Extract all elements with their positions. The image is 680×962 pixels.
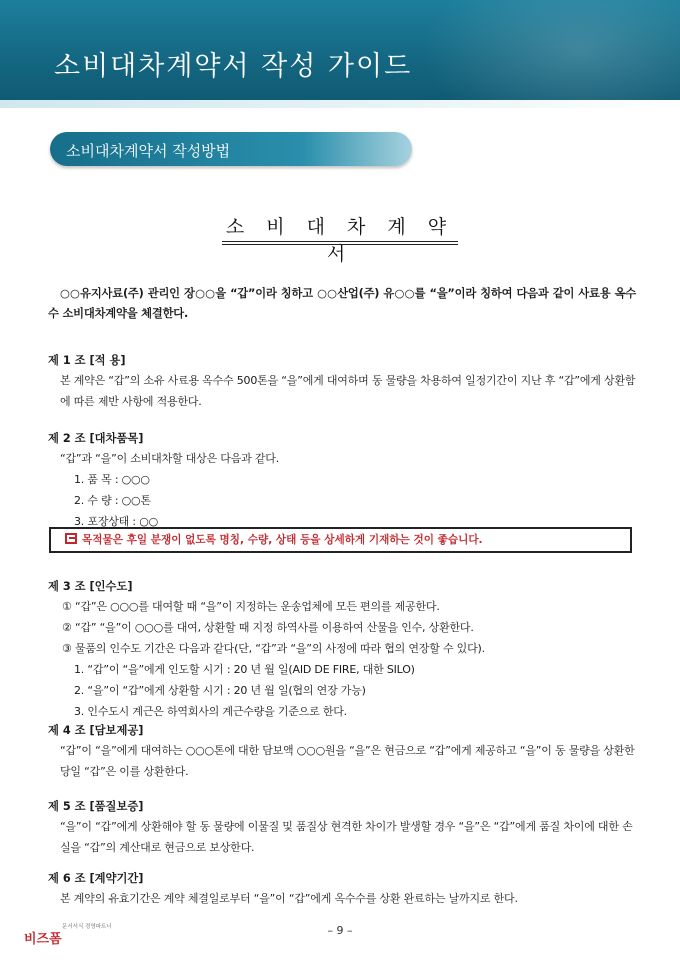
article-heading: 제 5 조 [품질보증] (48, 800, 144, 813)
logo-tagline: 문서서식 경영파트너 (62, 924, 112, 930)
article-body: “갑”과 “을”이 소비대차할 대상은 다음과 같다. (60, 452, 280, 465)
article-2 (48, 430, 648, 532)
banner-glow (420, 0, 680, 108)
header-banner (0, 0, 680, 108)
section-heading (50, 132, 412, 166)
article-5 (48, 798, 648, 858)
list-item: 2. “을”이 “갑”에게 상환할 시기 : 20 년 월 일(협의 연장 가능) (74, 684, 366, 697)
article-heading: 제 1 조 [적 용] (48, 354, 126, 367)
section-heading-label: 소비대차계약서 작성방법 (66, 142, 231, 160)
article-heading: 제 4 조 [담보제공] (48, 724, 144, 737)
banner-title: 소비대차계약서 작성 가이드 (54, 51, 413, 82)
document-title: 소 비 대 차 계 약 서 (222, 212, 458, 242)
list-item: ② “갑” “을”이 ○○○를 대여, 상환할 때 지정 하역사를 이용하여 산물을 인수, 상환한다. (62, 621, 474, 634)
list-item: 1. 품 목 : ○○○ (74, 473, 150, 486)
article-1 (48, 352, 648, 412)
list-item: ① “갑”은 ○○○를 대여할 때 “을”이 지정하는 운송업체에 모든 편의를 제공한다. (62, 600, 440, 613)
article-3 (48, 578, 648, 722)
article-4 (48, 722, 648, 782)
logo-text: 비즈폼 (24, 932, 62, 947)
article-6 (48, 870, 648, 909)
intro-paragraph: ○○유지사료(주) 관리인 장○○을 “갑”이라 칭하고 ○○산업(주) 유○○를 “을”이라 칭하여 다음과 같이 사료용 옥수수 소비대차계약을 체결한다. (48, 287, 636, 320)
note-box (49, 527, 632, 553)
list-item: ③ 물품의 인수도 기간은 다음과 같다(단, “갑”과 “을”의 사정에 따라 협의 연장할 수 있다). (62, 642, 485, 655)
note-text: 목적물은 후일 분쟁이 없도록 명칭, 수량, 상태 등을 상세하게 기재하는 것이 좋습니다. (82, 534, 483, 546)
article-body: “갑”이 “을”에게 대여하는 ○○○톤에 대한 담보액 ○○○원을 “을”은 현금으로 “갑”에게 제공하고 “을”이 동 물량을 상환한 당일 “갑”은 이를 상환한다. (60, 744, 635, 778)
list-item: 3. 인수도시 계근은 하역회사의 계근수량을 기준으로 한다. (74, 705, 347, 718)
article-heading: 제 2 조 [대차품목] (48, 432, 144, 445)
article-body: “을”이 “갑”에게 상환해야 할 동 물량에 이물질 및 품질상 현격한 차이가 발생할 경우 “을”은 “갑”에게 품질 차이에 대한 손실을 “갑”의 계산대로 현금으로 보상한다. (60, 820, 633, 854)
list-item: 3. 포장상태 : ○○ (74, 515, 158, 528)
note-marker-icon (65, 533, 77, 544)
page-number: – 9 – (327, 924, 353, 937)
article-body: 본 계약의 유효기간은 계약 체결일로부터 “을”이 “갑”에게 옥수수를 상환 완료하는 날까지로 한다. (60, 892, 518, 905)
article-body: 본 계약은 “갑”의 소유 사료용 옥수수 500톤을 “을”에게 대여하며 동 물량을 차용하여 일정기간이 지난 후 “갑”에게 상환함에 따른 제반 사항에 적용한다. (60, 374, 636, 408)
article-heading: 제 3 조 [인수도] (48, 580, 133, 593)
list-item: 2. 수 량 : ○○톤 (74, 494, 151, 507)
list-item: 1. “갑”이 “을”에게 인도할 시기 : 20 년 월 일(AID DE FIRE, 대한 SILO) (74, 663, 415, 676)
article-heading: 제 6 조 [계약기간] (48, 872, 144, 885)
brand-logo (20, 918, 140, 946)
